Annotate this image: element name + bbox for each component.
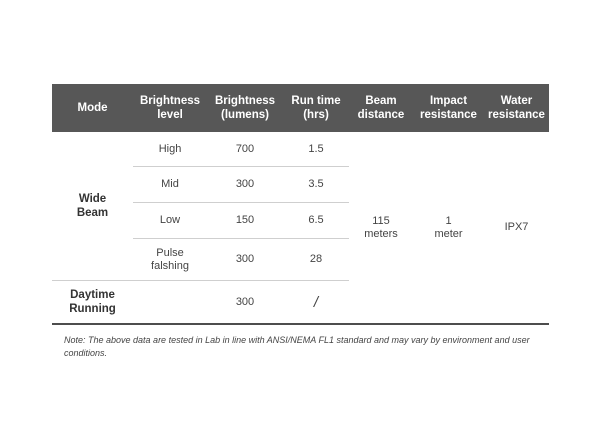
header-run-time: Run time (hrs) (283, 84, 349, 132)
cell-level: Mid (133, 167, 207, 203)
header-beam-distance: Beam distance (349, 84, 413, 132)
cell-runtime: 1.5 (283, 132, 349, 167)
cell-beam-distance: 115 meters (349, 132, 413, 324)
header-mode: Mode (52, 84, 133, 132)
mode-daytime-running: Daytime Running (52, 281, 133, 325)
cell-lumens: 300 (207, 167, 283, 203)
spec-table-container (52, 84, 549, 325)
cell-lumens: 150 (207, 203, 283, 239)
cell-lumens: 300 (235, 253, 255, 265)
table-header-row (52, 84, 549, 132)
cell-lumens: 700 (207, 132, 283, 167)
cell-runtime: / (283, 281, 349, 325)
cell-runtime: 3.5 (283, 167, 349, 203)
table-row (52, 132, 549, 167)
cell-level: Pulse falshing (151, 246, 189, 272)
spec-table (52, 84, 549, 325)
cell-impact-resistance: 1 meter (413, 132, 484, 324)
header-brightness-level: Brightness level (133, 84, 207, 132)
cell-runtime: 6.5 (283, 203, 349, 239)
cell-level: Low (133, 203, 207, 239)
header-water-resistance: Water resistance (484, 84, 549, 132)
mode-wide-beam: Wide Beam (76, 193, 109, 219)
cell-lumens: 300 (207, 281, 283, 325)
cell-level: High (133, 132, 207, 167)
cell-runtime: 28 (309, 253, 323, 265)
cell-level (133, 281, 207, 325)
cell-water-resistance: IPX7 (484, 132, 549, 324)
header-impact-resistance: Impact resistance (413, 84, 484, 132)
header-brightness-lumens: Brightness (lumens) (207, 84, 283, 132)
footnote: Note: The above data are tested in Lab in line with ANSI/NEMA FL1 standard and may vary by environment and user conditions. (64, 335, 530, 358)
